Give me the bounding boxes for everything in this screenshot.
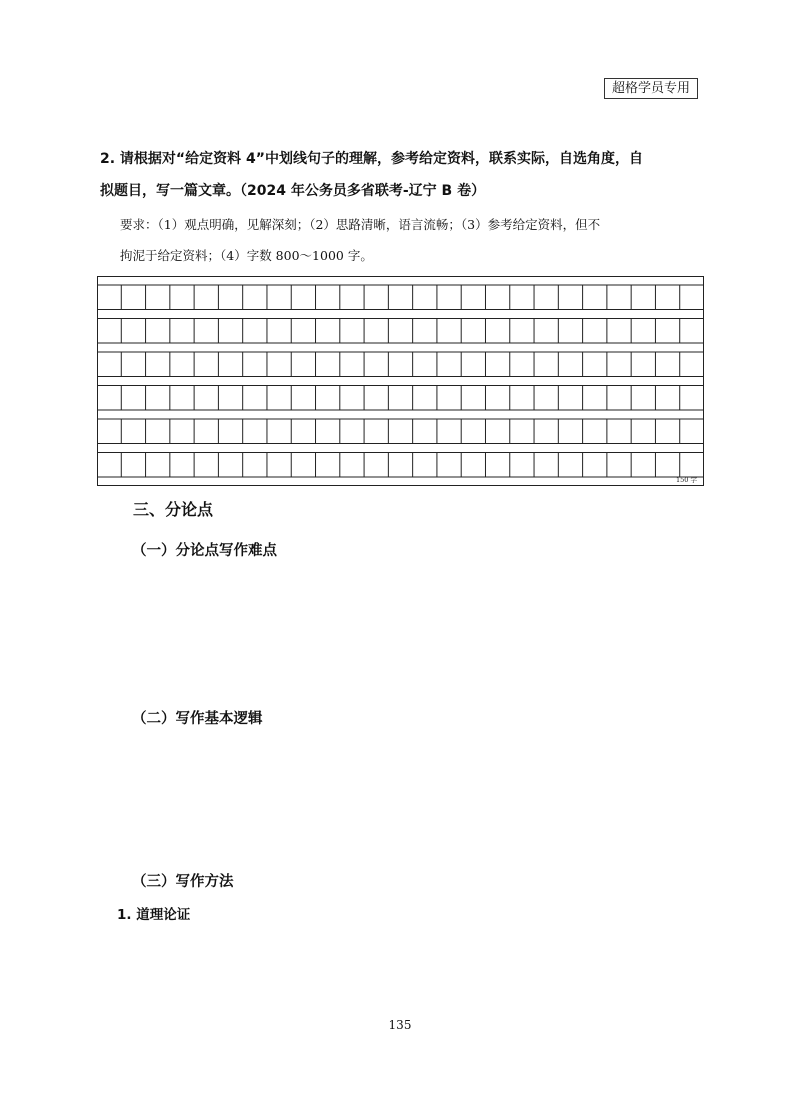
answer-grid [97, 276, 704, 486]
requirements-line-2: 拘泥于给定资料；（4）字数 800～1000 字。 [120, 248, 373, 263]
grid-border [98, 277, 704, 486]
subsection-three-title: （三）写作方法 [132, 874, 234, 890]
student-only-badge: 超格学员专用 [604, 78, 698, 99]
question-text-line-1: 2. 请根据对“给定资料 4”中划线句子的理解，参考给定资料，联系实际，自选角度，自 [100, 151, 643, 167]
page-number: 135 [388, 1018, 412, 1032]
item-one-title: 1. 道理论证 [117, 907, 191, 923]
answer-grid-svg [97, 276, 704, 486]
question-text-line-2: 拟题目，写一篇文章。（2024 年公务员多省联考-辽宁 B 卷） [100, 183, 486, 199]
grid-word-counter: 150 字 [676, 476, 697, 484]
subsection-two-title: （二）写作基本逻辑 [132, 711, 263, 727]
section-three-title: 三、分论点 [133, 500, 214, 519]
subsection-one-title: （一）分论点写作难点 [132, 543, 277, 559]
requirements-line-1: 要求：（1）观点明确，见解深刻；（2）思路清晰，语言流畅；（3）参考给定资料，但不 [120, 217, 601, 232]
